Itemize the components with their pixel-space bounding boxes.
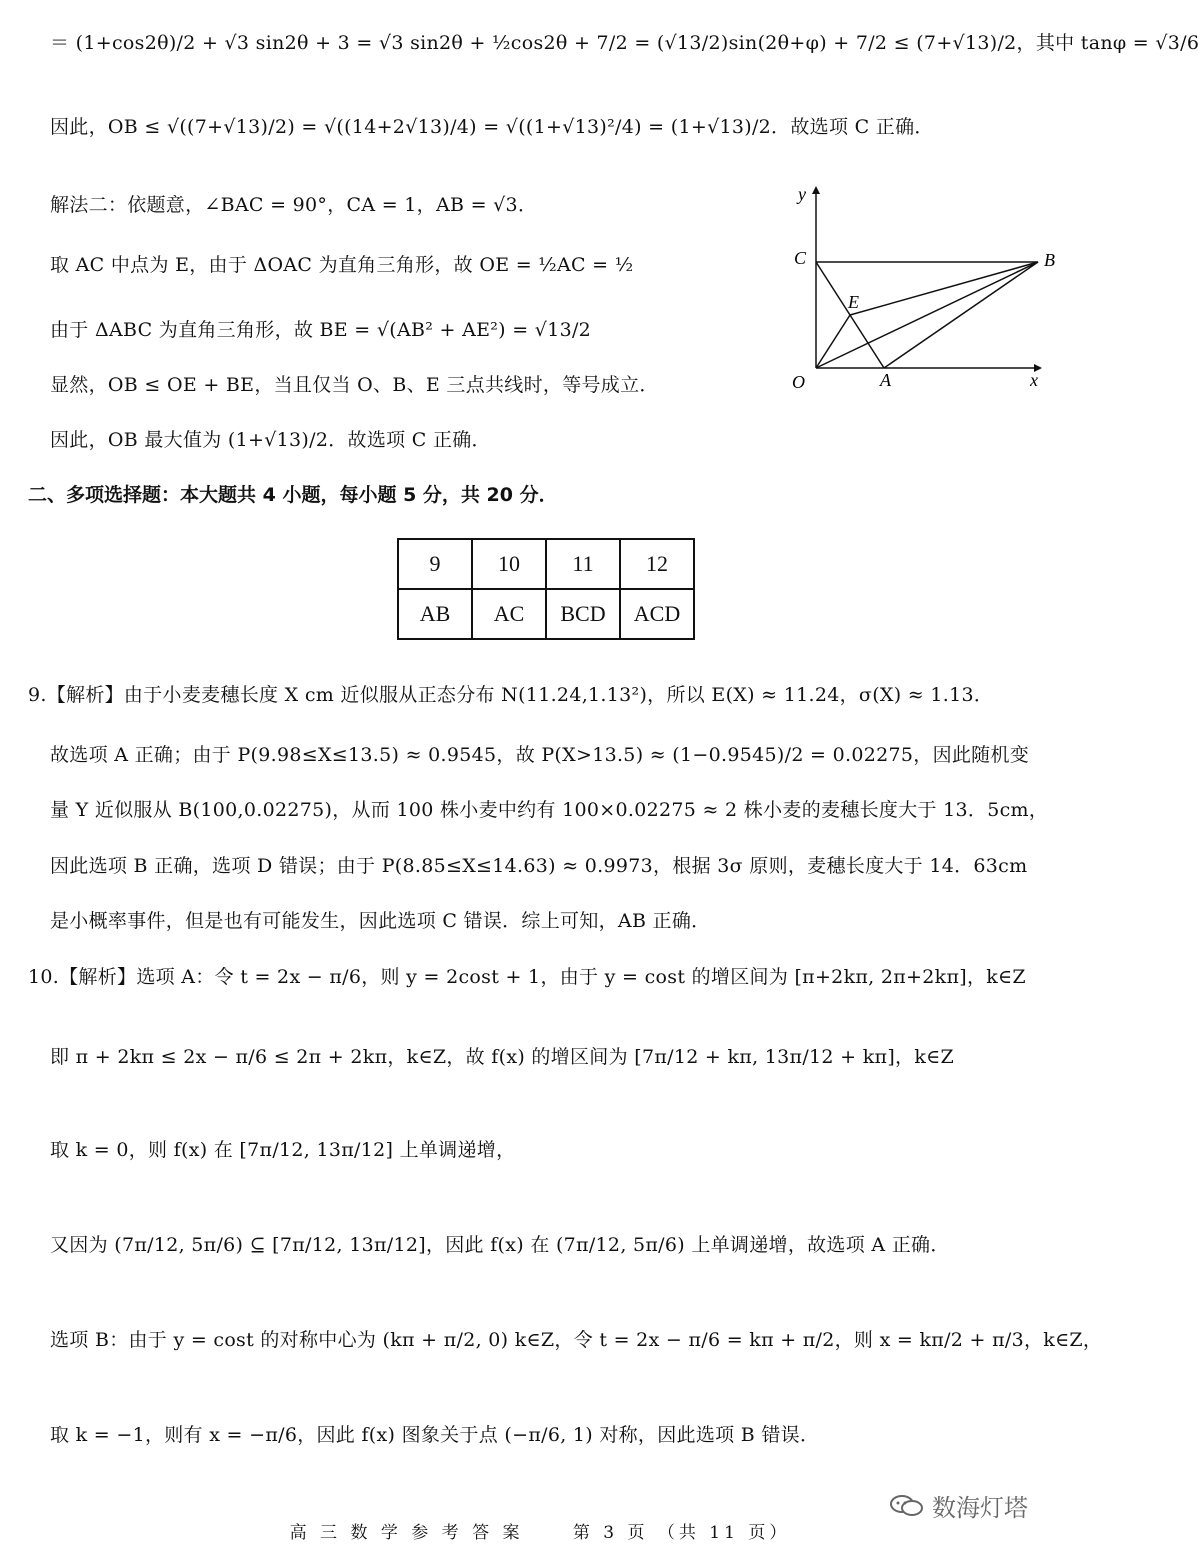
q9-line-5: 是小概率事件，但是也有可能发生，因此选项 C 错误．综上可知，AB 正确．	[50, 910, 711, 932]
geometry-figure	[780, 180, 1070, 400]
q10-line-2: 即 π + 2kπ ≤ 2x − π/6 ≤ 2π + 2kπ，k∈Z，故 f(x) 的增区间为 [7π/12 + kπ, 13π/12 + kπ]，k∈Z	[50, 1046, 955, 1068]
answer-table-number-row	[398, 539, 694, 589]
watermark-text: 数海灯塔	[932, 1494, 1028, 1522]
derivation-line-1: ＝ (1+cos2θ)/2 + √3 sin2θ + 3 = √3 sin2θ + ½cos2θ + 7/2 = (√13/2)sin(2θ+φ) + 7/2 ≤ (7+√13)/2，其中 tanφ = √3/6	[50, 32, 1199, 54]
q9-line-2: 故选项 A 正确；由于 P(9.98≤X≤13.5) ≈ 0.9545，故 P(X>13.5) ≈ (1−0.9545)/2 = 0.02275，因此随机变	[50, 744, 1030, 766]
method-two-line-1: 解法二：依题意，∠BAC = 90°，CA = 1，AB = √3．	[50, 194, 538, 216]
label-e: E	[848, 292, 859, 312]
page-footer	[0, 1518, 1080, 1543]
question-number: 11	[546, 539, 620, 589]
answer-cell: BCD	[546, 589, 620, 639]
label-c: C	[794, 248, 807, 268]
label-x: x	[1030, 370, 1038, 390]
answer-cell: AC	[472, 589, 546, 639]
method-two-line-3: 由于 ΔABC 为直角三角形，故 BE = √(AB² + AE²) = √13/2	[50, 319, 592, 341]
footer-page-number: 第 3 页 （共 11 页）	[572, 1523, 791, 1543]
label-b: B	[1044, 250, 1055, 270]
q10-line-5: 选项 B：由于 y = cost 的对称中心为 (kπ + π/2, 0) k∈Z，令 t = 2x − π/6 = kπ + π/2，则 x = kπ/2 + π/3，k∈Z，	[50, 1329, 1103, 1351]
q10-line-1: 10.【解析】选项 A：令 t = 2x − π/6，则 y = 2cost + 1，由于 y = cost 的增区间为 [π+2kπ, 2π+2kπ]，k∈Z	[28, 966, 1026, 988]
q9-line-3: 量 Y 近似服从 B(100,0.02275)，从而 100 株小麦中约有 100×0.02275 ≈ 2 株小麦的麦穗长度大于 13．5cm，	[50, 799, 1049, 821]
chat-bubbles-icon	[890, 1494, 924, 1518]
q10-line-3: 取 k = 0，则 f(x) 在 [7π/12, 13π/12] 上单调递增，	[50, 1139, 516, 1161]
derivation-line-2: 因此，OB ≤ √((7+√13)/2) = √((14+2√13)/4) = √((1+√13)²/4) = (1+√13)/2．故选项 C 正确．	[50, 116, 934, 138]
method-two-line-4: 显然，OB ≤ OE + BE，当且仅当 O、B、E 三点共线时，等号成立．	[50, 374, 659, 396]
label-a: A	[880, 370, 891, 390]
section-heading: 二、多项选择题：本大题共 4 小题，每小题 5 分，共 20 分．	[28, 484, 558, 506]
label-o: O	[792, 372, 805, 392]
footer-title: 高 三 数 学 参 考 答 案	[289, 1523, 524, 1543]
q10-line-4: 又因为 (7π/12, 5π/6) ⊆ [7π/12, 13π/12]，因此 f(x) 在 (7π/12, 5π/6) 上单调递增，故选项 A 正确．	[50, 1234, 950, 1256]
question-number: 12	[620, 539, 694, 589]
q10-line-6: 取 k = −1，则有 x = −π/6，因此 f(x) 图象关于点 (−π/6, 1) 对称，因此选项 B 错误．	[50, 1424, 820, 1446]
label-y: y	[798, 184, 806, 204]
q9-line-4: 因此选项 B 正确，选项 D 错误；由于 P(8.85≤X≤14.63) ≈ 0.9973，根据 3σ 原则，麦穗长度大于 14．63cm	[50, 855, 1028, 877]
method-two-line-5: 因此，OB 最大值为 (1+√13)/2．故选项 C 正确．	[50, 429, 491, 451]
method-two-line-2: 取 AC 中点为 E，由于 ΔOAC 为直角三角形，故 OE = ½AC = ½	[50, 254, 634, 276]
question-number: 10	[472, 539, 546, 589]
question-number: 9	[398, 539, 472, 589]
answer-cell: AB	[398, 589, 472, 639]
answer-table-answer-row	[398, 589, 694, 639]
answer-cell: ACD	[620, 589, 694, 639]
answer-table	[397, 538, 695, 640]
q9-line-1: 9.【解析】由于小麦麦穗长度 X cm 近似服从正态分布 N(11.24,1.13²)，所以 E(X) ≈ 11.24，σ(X) ≈ 1.13．	[28, 684, 994, 706]
